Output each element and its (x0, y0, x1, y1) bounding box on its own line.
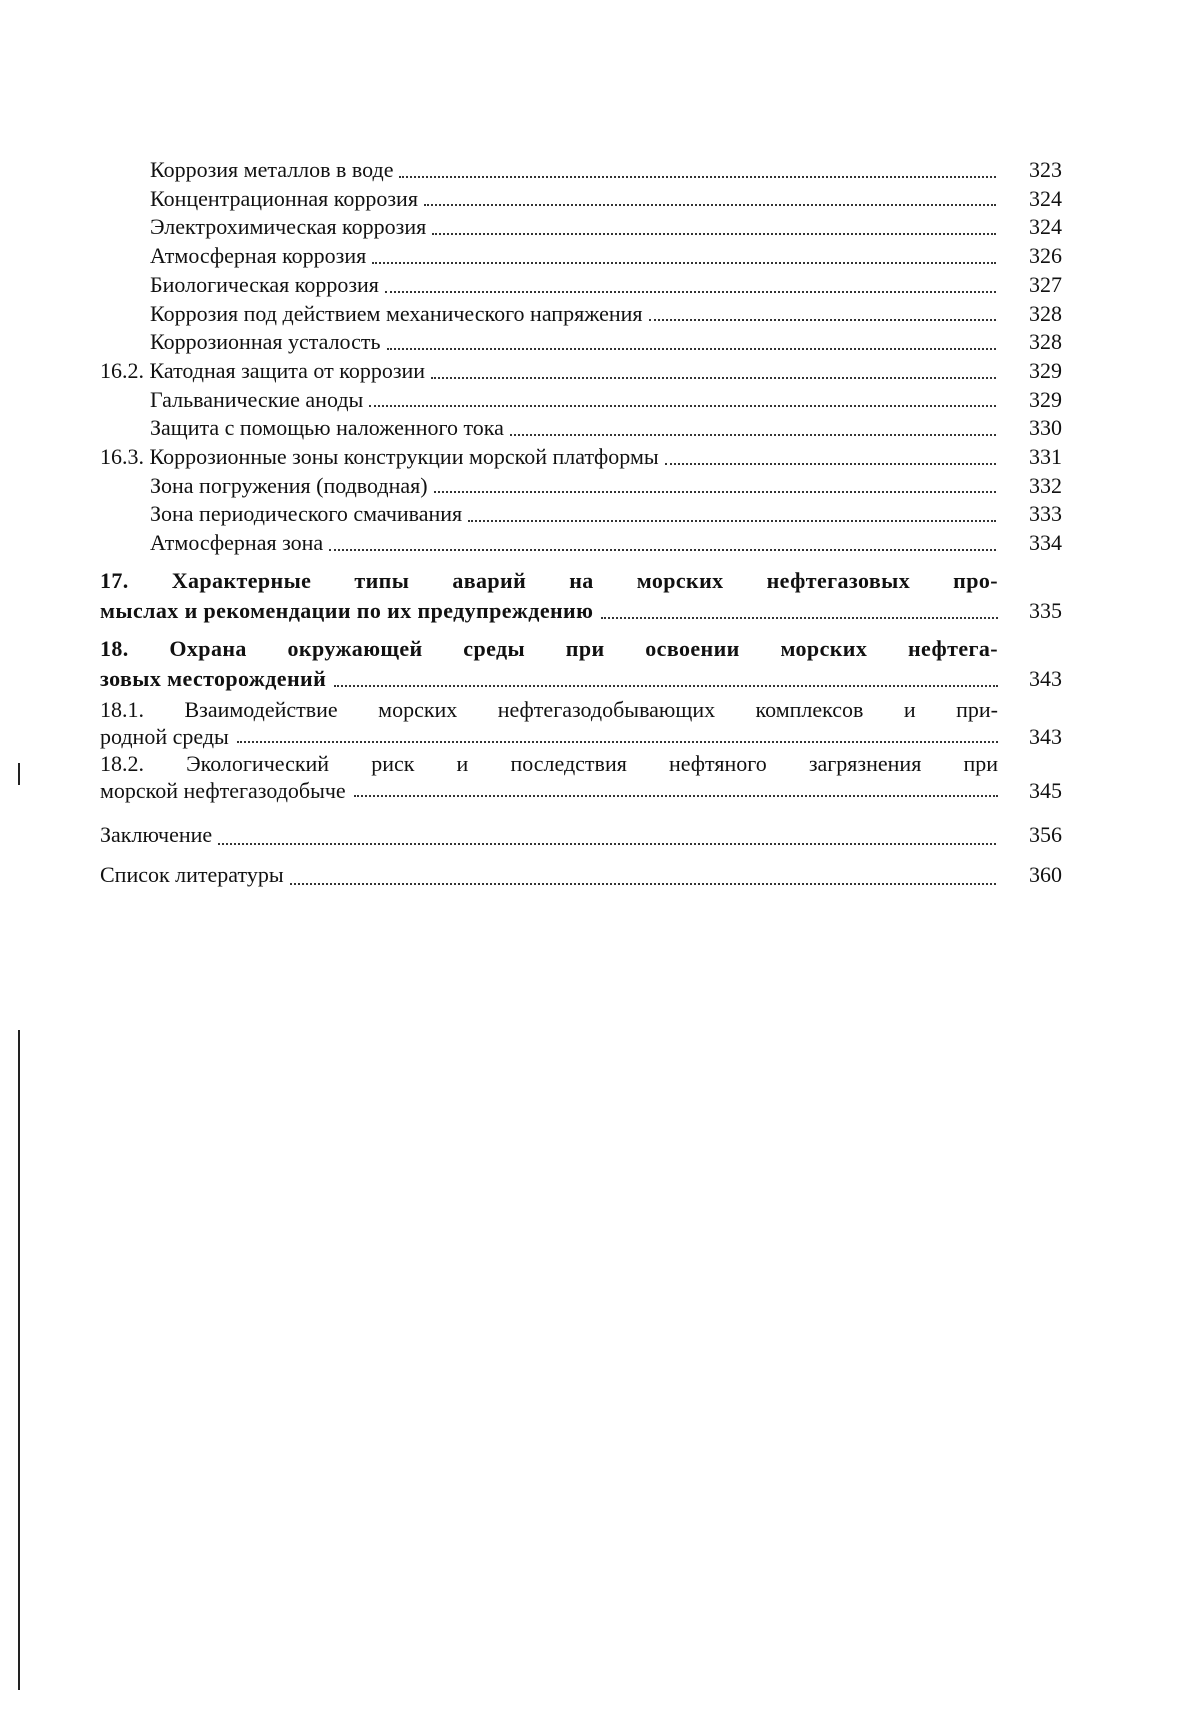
toc-chapter-line: мыслах и рекомендации по их предупреждению (100, 597, 594, 623)
toc-entry-page: 323 (1029, 157, 1062, 182)
toc-entry-label: Зона погружения (подводная) (150, 472, 428, 498)
dot-leader (510, 434, 996, 436)
toc-entry-label: Биологическая коррозия (150, 271, 379, 297)
toc-chapter-line: 17. Характерные типы аварий на морских нефтегазовых про- (100, 567, 998, 593)
toc-chapter-line: 18. Охрана окружающей среды при освоении морских нефтега- (100, 635, 998, 661)
dot-leader (237, 741, 998, 743)
toc-entry-label: Атмосферная коррозия (150, 243, 367, 269)
toc-entry-page: 345 (1029, 777, 1062, 803)
toc-entry-page: 327 (1029, 271, 1062, 297)
toc-entry-page: 330 (1029, 415, 1062, 441)
toc-chapter-line: зовых месторождений (100, 665, 327, 691)
toc-entry-label: Коррозионная усталость (150, 329, 381, 355)
toc-entry-label: Заключение (100, 821, 213, 847)
toc-entry-page: 324 (1029, 214, 1062, 240)
toc-entry (100, 185, 1062, 214)
toc-section-line: 18.2. Экологический риск и последствия нефтяного загрязнения при (100, 750, 998, 776)
dot-leader (431, 377, 996, 379)
toc-section-line: родной среды (100, 723, 229, 749)
dot-leader (369, 405, 996, 407)
dot-leader (434, 491, 996, 493)
toc-entry-page: 326 (1029, 243, 1062, 269)
toc-entry-label: Концентрационная коррозия (150, 185, 418, 211)
toc-references-entry (100, 858, 1062, 892)
toc-entry-page: 356 (1029, 821, 1062, 847)
dot-leader (665, 463, 996, 465)
toc-entry (100, 271, 1062, 300)
dot-leader (385, 291, 996, 293)
toc-entry-page: 329 (1029, 386, 1062, 412)
toc-entry-label: Зона периодического смачивания (150, 501, 463, 527)
dot-leader (329, 549, 996, 551)
dot-leader (399, 176, 996, 178)
toc-entry (100, 213, 1062, 242)
dot-leader (290, 883, 996, 885)
toc-entry-label: Список литературы (100, 861, 284, 887)
toc-entry (100, 472, 1062, 501)
toc-entry-label: Гальванические аноды (150, 386, 364, 412)
toc-section-18-2 (100, 750, 1062, 804)
toc-entry-page: 328 (1029, 300, 1062, 326)
toc-entry-label: Электрохимическая коррозия (150, 214, 427, 240)
toc-entry-page: 329 (1029, 357, 1062, 383)
toc-entry-page: 360 (1029, 861, 1062, 887)
scan-edge-mark (18, 763, 20, 785)
toc-entry-label: Защита с помощью наложенного тока (150, 415, 504, 441)
toc-conclusion-entry (100, 818, 1062, 852)
dot-leader (218, 843, 996, 845)
toc-entry (100, 386, 1062, 415)
toc-section-entry (100, 443, 1062, 472)
dot-leader (432, 233, 996, 235)
dot-leader (387, 348, 996, 350)
toc-entry-label: 16.3. Коррозионные зоны конструкции морской платформы (100, 444, 659, 470)
toc-section-line: морской нефтегазодобыче (100, 777, 346, 803)
dot-leader (372, 262, 996, 264)
dot-leader (468, 520, 996, 522)
table-of-contents (100, 156, 1062, 892)
toc-entry-page: 331 (1029, 444, 1062, 470)
toc-section-line: 18.1. Взаимодействие морских нефтегазодобывающих комплексов и при- (100, 696, 998, 722)
toc-entry-page: 328 (1029, 329, 1062, 355)
toc-entry-page: 334 (1029, 530, 1062, 556)
dot-leader (354, 795, 998, 797)
toc-entry (100, 500, 1062, 529)
toc-entry-page: 332 (1029, 472, 1062, 498)
toc-section-entry (100, 357, 1062, 386)
toc-entry-label: Коррозия металлов в воде (150, 157, 394, 182)
toc-entry-page: 324 (1029, 185, 1062, 211)
toc-entry-label: Атмосферная зона (150, 530, 324, 556)
toc-entry (100, 300, 1062, 329)
toc-entry-page: 343 (1029, 665, 1062, 691)
toc-entry (100, 156, 1062, 185)
toc-entry (100, 529, 1062, 558)
toc-entry (100, 242, 1062, 271)
toc-entry-page: 335 (1029, 597, 1062, 623)
dot-leader (334, 685, 998, 687)
dot-leader (601, 617, 998, 619)
toc-chapter-17 (100, 566, 1062, 626)
toc-entry (100, 328, 1062, 357)
dot-leader (424, 204, 996, 206)
toc-entry (100, 414, 1062, 443)
toc-entry-label: Коррозия под действием механического напряжения (150, 300, 643, 326)
toc-entry-page: 343 (1029, 723, 1062, 749)
toc-entry-label: 16.2. Катодная защита от коррозии (100, 357, 426, 383)
toc-entry-page: 333 (1029, 501, 1062, 527)
scan-edge-mark (18, 1030, 20, 1690)
toc-chapter-18 (100, 634, 1062, 694)
toc-section-18-1 (100, 696, 1062, 750)
dot-leader (649, 319, 996, 321)
